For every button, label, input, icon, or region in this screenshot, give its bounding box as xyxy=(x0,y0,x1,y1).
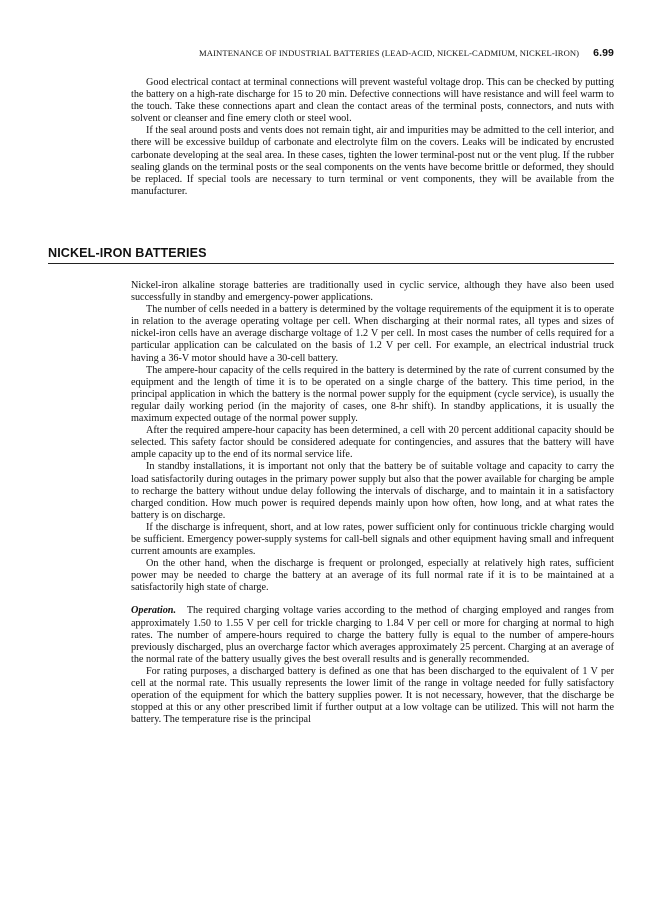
page-number: 6.99 xyxy=(593,47,614,59)
operation-paragraph xyxy=(131,605,614,665)
body-paragraph: After the required ampere-hour capacity has been determined, a cell with 20 percent additional capacity should be selected. This safety factor should be considered adequate for contingencies, and assures that the battery will have ample capacity up to the end of its normal service life. xyxy=(131,425,614,461)
running-head xyxy=(130,47,614,59)
intro-text-block xyxy=(131,77,614,198)
body-paragraph: For rating purposes, a discharged battery is defined as one that has been discharged to the equivalent of 1 V per cell at the normal rate. This usually represents the lower limit of the range in voltage needed for fully satisfactory operation of the equipment for which the battery supplies power. It is not necessary, however, that the discharge be stopped at this or any other prescribed limit if further output at a low voltage can be utilized. This will not harm the battery. The temperature rise is the principal xyxy=(131,665,614,726)
operation-text: The required charging voltage varies according to the method of charging employed and ranges from approximately 1.50 to 1.55 V per cell for trickle charging to 1.84 V per cell or more for charging at normal to high rates. The number of ampere-hours required to charge the battery fully is equal to the number of ampere-hours previously discharged, plus an overcharge factor which averages approximately 25 percent. Charging at an average of the normal rate of the battery usually gives the best overall results and is generally recommended. xyxy=(131,605,614,665)
body-paragraph: The number of cells needed in a battery is determined by the voltage requirements of the equipment it is to operate in relation to the average operating voltage per cell. When discharging at their normal rates, all types and sizes of nickel-iron cells have an average discharge voltage of 1.2 V per cell. In most cases the number of cells required for a particular application can be calculated on the basis of 1.2 V per cell. For example, an electrical industrial truck having a 36-V motor should have a 30-cell battery. xyxy=(131,304,614,364)
running-head-title: MAINTENANCE OF INDUSTRIAL BATTERIES (LEAD-ACID, NICKEL-CADMIUM, NICKEL-IRON) xyxy=(199,48,580,58)
body-paragraph: If the discharge is infrequent, short, and at low rates, power sufficient only for continuous trickle charging would be sufficient. Emergency power-supply systems for call-bell signals and other equipment having small and infrequent current amounts are examples. xyxy=(131,521,614,558)
body-paragraph: Nickel-iron alkaline storage batteries are traditionally used in cyclic service, although they have also been used successfully in standby and emergency-power applications. xyxy=(131,280,614,304)
body-paragraph: On the other hand, when the discharge is frequent or prolonged, especially at relatively high rates, sufficient power may be needed to charge the battery at an average of its full normal rate if it is to be maintained at a satisfactorily high state of charge. xyxy=(131,558,614,594)
operation-run-in-heading: Operation. xyxy=(131,605,176,617)
body-paragraph: In standby installations, it is important not only that the battery be of suitable voltage and capacity to carry the load satisfactorily during outages in the primary power supply but also that the power available for charging be ample to recharge the battery without undue delay following the intervals of discharge, and to maintain it in a satisfactory charged condition. How much power is required depends mainly upon how often, how long, and at what rates the battery is on discharge. xyxy=(131,461,614,521)
section-heading: NICKEL-IRON BATTERIES xyxy=(48,246,614,264)
intro-paragraph: If the seal around posts and vents does not remain tight, air and impurities may be admitted to the cell interior, and there will be excessive buildup of carbonate and electrolyte film on the covers. Leaks will be indicated by encrusted carbonate developing at the seal area. In these cases, tighten the lower terminal-post nut or the vent plug. If the rubber sealing glands on the terminal posts or the seal components on the vents have become brittle or deformed, they should be replaced. If special tools are necessary to turn terminal or vent components, they will be available from the manufacturer. xyxy=(131,125,614,197)
section-body xyxy=(131,280,614,726)
intro-paragraph: Good electrical contact at terminal connections will prevent wasteful voltage drop. This can be checked by putting the battery on a high-rate discharge for 15 to 20 min. Defective connections will have resistance and will feel warm to the touch. Take these connections apart and clean the contact areas of the terminal posts, connectors, and nuts with solvent or cleanser and fine emery cloth or steel wool. xyxy=(131,77,614,125)
body-paragraph: The ampere-hour capacity of the cells required in the battery is determined by the rate of current consumed by the equipment and the length of time it is to be operated on a single charge of the battery. This time period, in the principal application in which the battery is the normal power supply for the equipment (cycle service), is usually the regular daily working period (in the majority of cases, one 8-hr shift). In standby applications, it is usually the maximum expected outage of the normal power supply. xyxy=(131,364,614,425)
